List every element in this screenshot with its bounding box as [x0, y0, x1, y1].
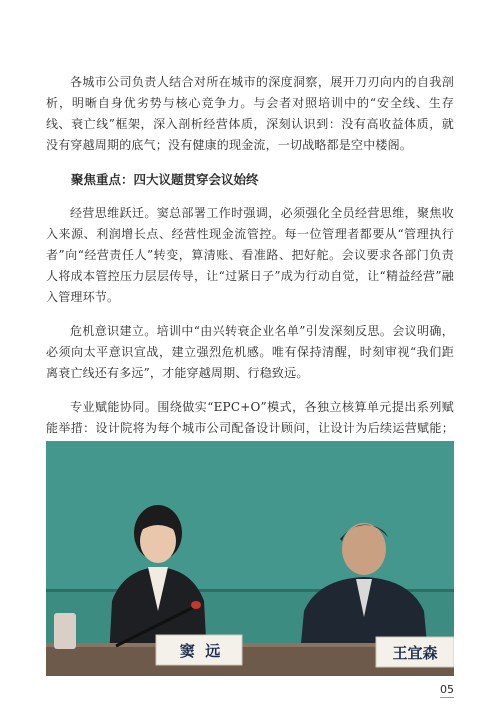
topic-paragraph-thinking: 经营思维跃迁。窦总部署工作时强调，必须强化全员经营思维，聚焦收入来源、利润增长点、经营性现金流管控。每一位管理者都要从“管理执行者”向“经营责任人”转变，算清账、看准路、把好舵。会议要求各部门负责人将成本管控压力层层传导，让“过紧日子”成为行动自觉，让“精益经营”融入管理环节。 [46, 206, 454, 304]
meeting-photo [46, 441, 454, 676]
nameplate-right: 王宜森 [392, 644, 438, 662]
section-heading: 聚焦重点：四大议题贯穿会议始终 [71, 172, 259, 187]
meeting-photo-illustration [46, 441, 454, 676]
page-number: 05 [440, 683, 454, 696]
intro-paragraph: 各城市公司负责人结合对所在城市的深度洞察，展开刀刃向内的自我剖析，明晰自身优劣势与核心竞争力。与会者对照培训中的“安全线、生存线、衰亡线”框架，深入剖析经营体质，深刻认识到：没有高收益体质，就没有穿越周期的底气；没有健康的现金流，一切战略都是空中楼阁。 [46, 75, 454, 152]
topic-paragraph-crisis: 危机意识建立。培训中“由兴转衰企业名单”引发深刻反思。会议明确，必须向太平意识宣战，建立强烈危机感。唯有保持清醒，时刻审视“我们距离衰亡线还有多远”，才能穿越周期、行稳致远。 [46, 324, 454, 380]
nameplate-left: 窦 远 [179, 642, 221, 660]
topic-paragraph-empowerment: 专业赋能协同。围绕做实“EPC+O”模式，各独立核算单元提出系列赋能举措：设计院将为每个城市公司配备设计顾问，让设计为后续运营赋能； [46, 400, 454, 435]
